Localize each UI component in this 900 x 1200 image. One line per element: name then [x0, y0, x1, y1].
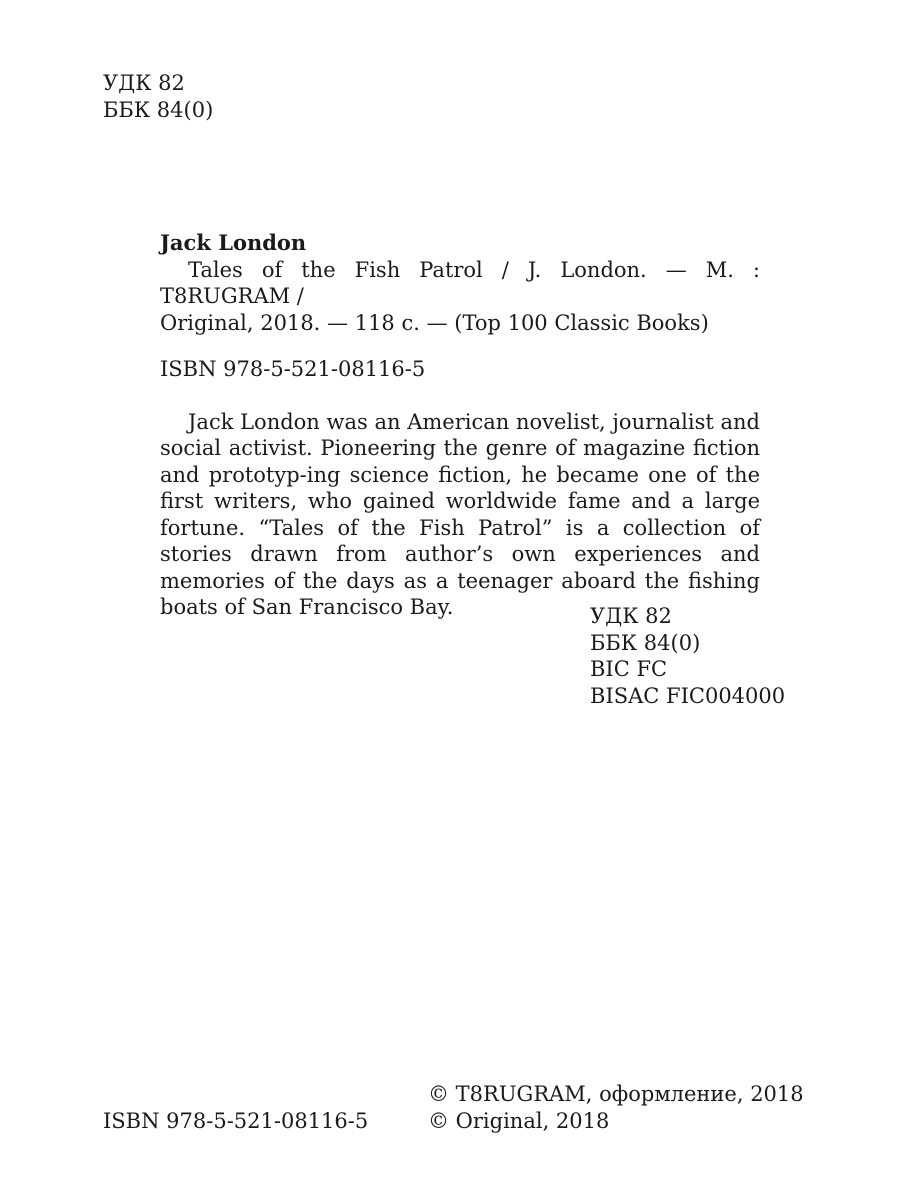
footer-isbn: ISBN 978-5-521-08116-5	[103, 1109, 369, 1133]
catalog-entry	[160, 230, 760, 621]
bic-code: BIC FC	[590, 657, 668, 681]
bibliographic-line-1: Tales of the Fish Patrol / J. London. — M. : T8RUGRAM /	[160, 257, 760, 308]
copyright-line: © Original, 2018	[428, 1108, 610, 1133]
copyright-line: © T8RUGRAM, оформление, 2018	[428, 1082, 804, 1106]
bisac-code: BISAC FIC004000	[590, 683, 786, 708]
isbn-number: ISBN 978-5-521-08116-5	[160, 357, 426, 381]
copyright-block	[428, 1081, 804, 1134]
udk-code: УДК 82	[590, 604, 672, 628]
right-classification-block	[590, 603, 785, 709]
udk-code: УДК 82	[103, 71, 185, 95]
abstract-paragraph: Jack London was an American novelist, journalist and social activist. Pioneering the genre of magazine fiction and prototyp-ing science fiction, he became one of the first writers, who gained worldwide fame and a large fortune. “Tales of the Fish Patrol” is a collection of stories drawn from author’s own experiences and memories of the days as a teenager aboard the fishing boats of San Francisco Bay.	[160, 409, 760, 619]
bbk-code: ББК 84(0)	[103, 97, 214, 122]
bibliographic-description	[160, 257, 760, 337]
author-heading: Jack London	[160, 230, 307, 255]
top-classification-block	[103, 70, 213, 123]
bbk-code: ББК 84(0)	[590, 630, 701, 655]
bibliographic-line-2: Original, 2018. — 118 с. — (Top 100 Classic Books)	[160, 310, 709, 335]
